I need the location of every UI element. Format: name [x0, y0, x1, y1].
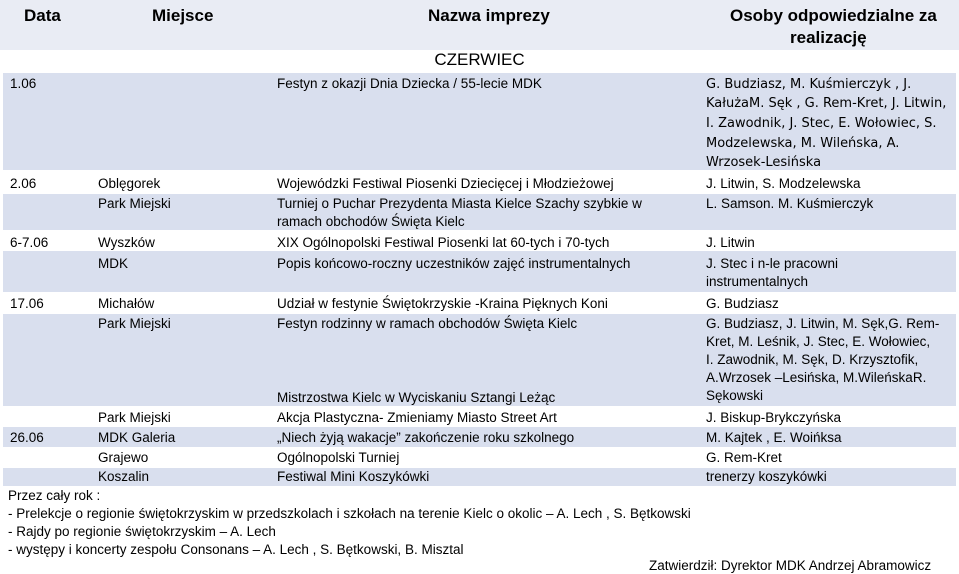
approval-signature: Zatwierdził: Dyrektor MDK Andrzej Abramowicz: [649, 558, 932, 573]
row-place: Michałów: [98, 296, 155, 311]
row-event-secondary: Mistrzostwa Kielc w Wyciskaniu Sztangi Leżąc: [277, 390, 556, 405]
row-event: Festyn rodzinny w ramach obchodów Święta Kielc: [277, 316, 578, 331]
row-persons: Wrzosek-Lesińska: [706, 155, 822, 170]
row-place: Park Miejski: [98, 410, 171, 425]
header-osoby-line1: Osoby odpowiedzialne za: [730, 6, 937, 25]
footer-line: - występy i koncerty zespołu Consonans – A. Lech , S. Bętkowski, B. Misztal: [8, 542, 464, 557]
row-persons: J. Stec i n-le pracowni: [706, 256, 839, 271]
footer-line: - Prelekcje o regionie świętokrzyskim w przedszkolach i szkołach na terenie Kielc o okolic – A. Lech , S. Bętkowski: [8, 506, 691, 521]
row-place: MDK: [98, 256, 128, 271]
row-place: MDK Galeria: [98, 430, 176, 445]
row-persons: G. Rem-Kret: [706, 450, 782, 465]
row-persons: G. Budziasz, M. Kuśmierczyk , J.: [706, 77, 912, 92]
row-persons: Modzelewska, M. Wileńska, A.: [706, 136, 900, 151]
row-persons: A.Wrzosek –Lesińska, M.WileńskaR.: [706, 370, 927, 385]
header-data: Data: [24, 6, 61, 25]
header-nazwa-imprezy: Nazwa imprezy: [428, 6, 550, 25]
footer-line: - Rajdy po regionie świętokrzyskim – A. Lech: [8, 524, 276, 539]
row-persons: I. Zawodnik, J. Stec, E. Wołowiec, S.: [706, 116, 937, 131]
row-event: Udział w festynie Świętokrzyskie -Kraina Pięknych Koni: [277, 296, 608, 311]
row-place: Wyszków: [98, 235, 155, 250]
row-event: Festiwal Mini Koszykówki: [277, 469, 430, 484]
row-event: Akcja Plastyczna- Zmieniamy Miasto Street Art: [277, 410, 557, 425]
row-event: ramach obchodów Święta Kielc: [277, 214, 465, 229]
row-date: 6-7.06: [10, 235, 49, 250]
row-persons: Sękowski: [706, 388, 764, 403]
row-persons: trenerzy koszykówki: [706, 469, 827, 484]
row-event: XIX Ogólnopolski Festiwal Piosenki lat 60-tych i 70-tych: [277, 235, 610, 250]
row-persons: I. Zawodnik, M. Sęk, D. Krzysztofik,: [706, 352, 919, 367]
month-title: CZERWIEC: [434, 50, 525, 69]
row-date: 17.06: [10, 296, 44, 311]
row-event: Ogólnopolski Turniej: [277, 450, 400, 465]
row-persons: J. Biskup-Brykczyńska: [706, 410, 842, 425]
row-persons: G. Budziasz, J. Litwin, M. Sęk,G. Rem-: [706, 316, 940, 331]
footer-heading: Przez cały rok :: [8, 488, 101, 503]
row-persons: KałużaM. Sęk , G. Rem-Kret, J. Litwin,: [706, 96, 947, 111]
row-event: „Niech żyją wakacje” zakończenie roku szkolnego: [277, 430, 575, 445]
row-date: 2.06: [10, 176, 37, 191]
row-persons: instrumentalnych: [706, 274, 809, 289]
row-date: 26.06: [10, 430, 44, 445]
row-place: Park Miejski: [98, 316, 171, 331]
header-miejsce: Miejsce: [152, 6, 214, 25]
row-persons: J. Litwin: [706, 235, 755, 250]
row-event: Popis końcowo-roczny uczestników zajęć instrumentalnych: [277, 256, 631, 271]
row-date: 1.06: [10, 76, 37, 91]
row-persons: G. Budziasz: [706, 296, 779, 311]
row-event: Turniej o Puchar Prezydenta Miasta Kielce Szachy szybkie w: [277, 196, 642, 211]
row-place: Grajewo: [98, 450, 149, 465]
row-event: Wojewódzki Festiwal Piosenki Dziecięcej i Młodzieżowej: [277, 176, 614, 191]
row-place: Oblęgorek: [98, 176, 161, 191]
row-persons: M. Kajtek , E. Woińksa: [706, 430, 842, 445]
header-osoby-line2: realizację: [790, 28, 867, 47]
row-place: Koszalin: [98, 469, 150, 484]
row-persons: L. Samson. M. Kuśmierczyk: [706, 196, 874, 211]
row-persons: J. Litwin, S. Modzelewska: [706, 176, 861, 191]
row-place: Park Miejski: [98, 196, 171, 211]
row-persons: Kret, M. Leśnik, J. Stec, E. Wołowiec,: [706, 334, 931, 349]
row-event: Festyn z okazji Dnia Dziecka / 55-lecie MDK: [277, 76, 542, 91]
